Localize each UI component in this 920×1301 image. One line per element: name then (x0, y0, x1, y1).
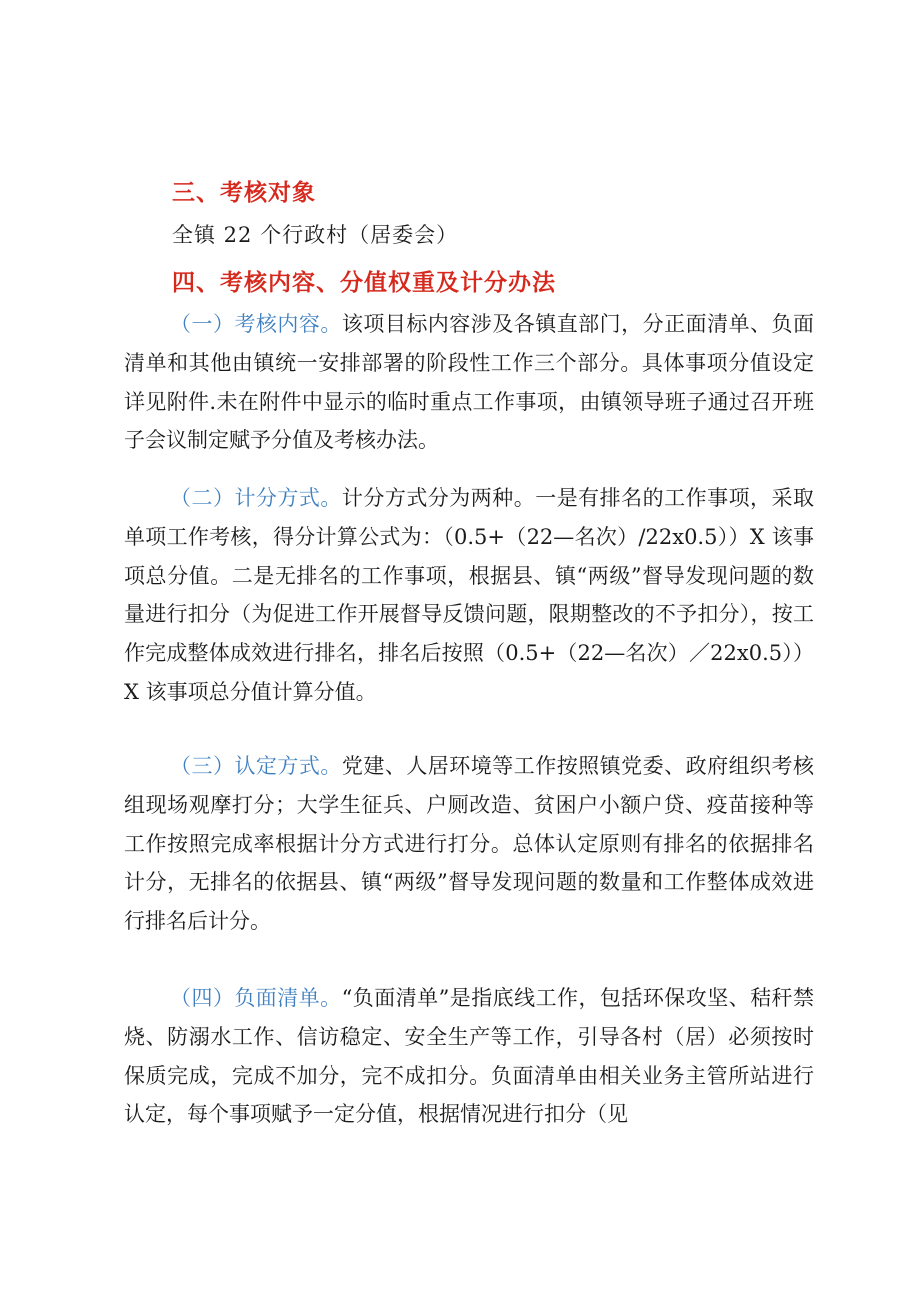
item-body: “负面清单”是指底线工作，包括环保攻坚、秸秆禁烧、防溺水工作、信访稳定、安全生产等工作，引导各村（居）必须按时保质完成，完成不加分，完不成扣分。负面清单由相关业务主管所站进行认定，每个事项赋予一定分值，根据情况进行扣分（见 (124, 986, 814, 1127)
item-recognition-paragraph (124, 747, 814, 941)
item-body: 计分方式分为两种。一是有排名的工作事项，采取单项工作考核，得分计算公式为：（0.5+（22—名次）/22x0.5））X 该事项总分值。二是无排名的工作事项，根据县、镇“两级”督导发现问题的数量进行扣分（为促进工作开展督导反馈问题，限期整改的不予扣分），按工作完成整体成效进行排名，排名后按照（0.5+（22—名次）／22x0.5））X 该事项总分值计算分值。 (124, 486, 815, 704)
item-lead: （三）认定方式。 (170, 754, 342, 778)
section4-heading: 四、考核内容、分值权重及计分办法 (172, 270, 556, 296)
item-negative-list-paragraph (124, 979, 814, 1134)
item-body: 该项目标内容涉及各镇直部门，分正面清单、负面清单和其他由镇统一安排部署的阶段性工作三个部分。具体事项分值设定详见附件.未在附件中显示的临时重点工作事项，由镇领导班子通过召开班子会议制定赋予分值及考核办法。 (124, 312, 815, 453)
item-body: 党建、人居环境等工作按照镇党委、政府组织考核组现场观摩打分；大学生征兵、户厕改造、贫困户小额户贷、疫苗接种等工作按照完成率根据计分方式进行打分。总体认定原则有排名的依据排名计分，无排名的依据县、镇“两级”督导发现问题的数量和工作整体成效进行排名后计分。 (124, 754, 815, 934)
section3-heading: 三、考核对象 (172, 180, 316, 206)
item-scoring-paragraph (124, 479, 814, 712)
section3-body: 全镇 22 个行政村（居委会） (172, 223, 459, 247)
item-lead: （一）考核内容。 (170, 312, 342, 336)
item-lead: （四）负面清单。 (170, 986, 342, 1010)
item-lead: （二）计分方式。 (170, 486, 342, 510)
item-content-paragraph (124, 305, 814, 460)
